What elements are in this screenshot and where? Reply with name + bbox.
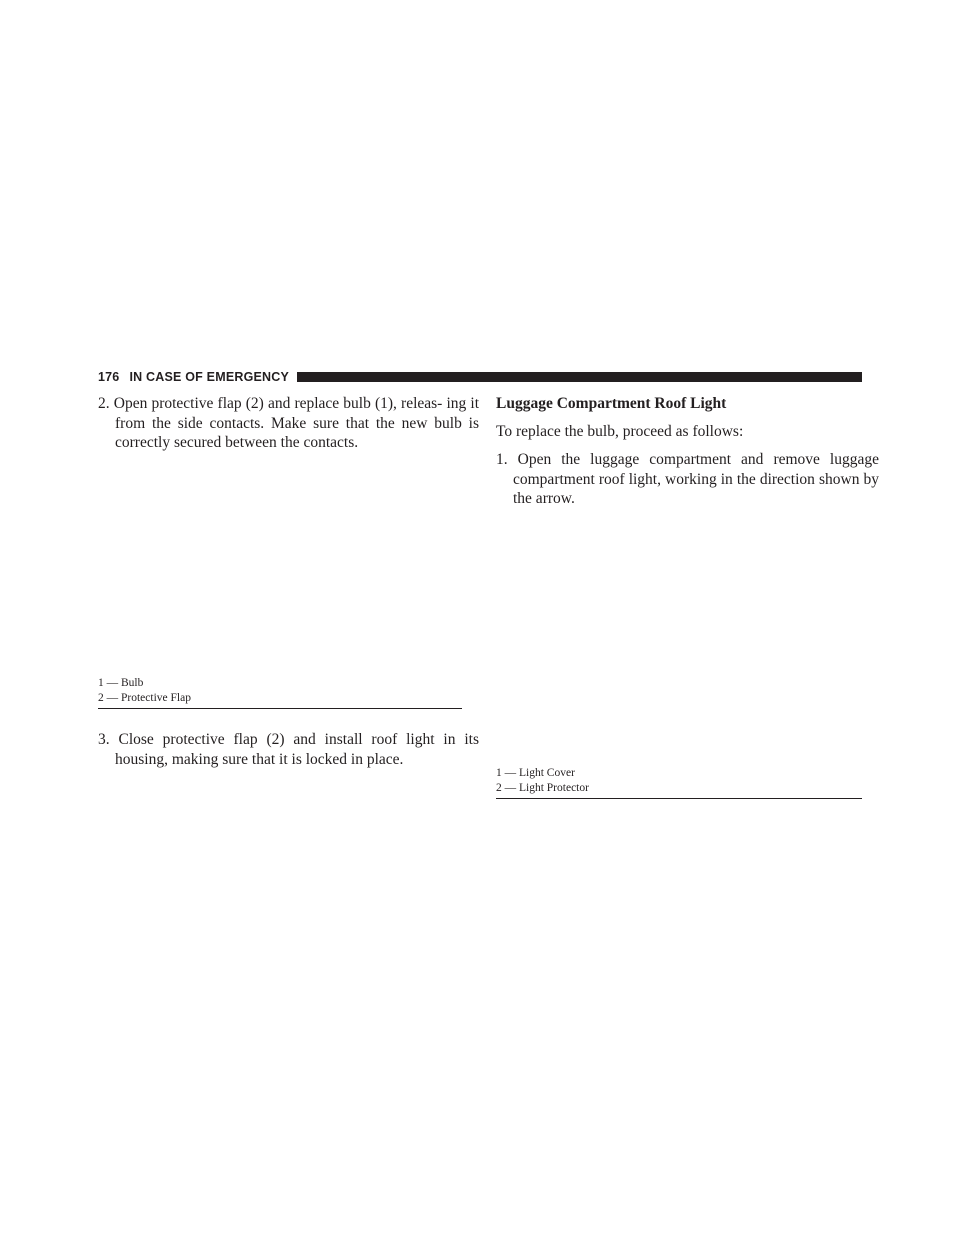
caption-line-2: 2 — Light Protector bbox=[496, 782, 589, 794]
figure-caption-left bbox=[98, 676, 462, 709]
step-2 bbox=[98, 394, 479, 453]
page-header bbox=[98, 366, 862, 388]
step-1-number: 1. bbox=[496, 451, 518, 468]
left-column bbox=[98, 394, 479, 794]
step-3-number: 3. bbox=[98, 731, 119, 748]
section-heading: Luggage Compartment Roof Light bbox=[496, 395, 727, 412]
caption-line-1: 1 — Bulb bbox=[98, 677, 144, 689]
page-number: 176 bbox=[98, 370, 120, 384]
caption-line-2: 2 — Protective Flap bbox=[98, 692, 191, 704]
step-1-text: Open the luggage compartment and remove luggage compartment roof light, working in the direction shown by the arrow. bbox=[513, 451, 879, 507]
figure-roof-light bbox=[496, 516, 862, 762]
step-3 bbox=[98, 730, 479, 769]
header-rule bbox=[297, 372, 862, 382]
step-1 bbox=[496, 450, 879, 509]
caption-line-1: 1 — Light Cover bbox=[496, 767, 575, 779]
right-column bbox=[496, 394, 879, 814]
figure-caption-right bbox=[496, 766, 862, 799]
step-2-number: 2. bbox=[98, 395, 114, 412]
figure-bulb bbox=[98, 464, 462, 670]
intro-text: To replace the bulb, proceed as follows: bbox=[496, 423, 744, 440]
section-title: IN CASE OF EMERGENCY bbox=[129, 370, 290, 384]
step-2-text: Open protective flap (2) and replace bulb (1), releas- ing it from the side contacts. Make sure that the new bulb is correctly secured between the contacts. bbox=[113, 395, 479, 451]
step-3-text: Close protective flap (2) and install roof light in its housing, making sure that it is locked in place. bbox=[115, 731, 479, 768]
